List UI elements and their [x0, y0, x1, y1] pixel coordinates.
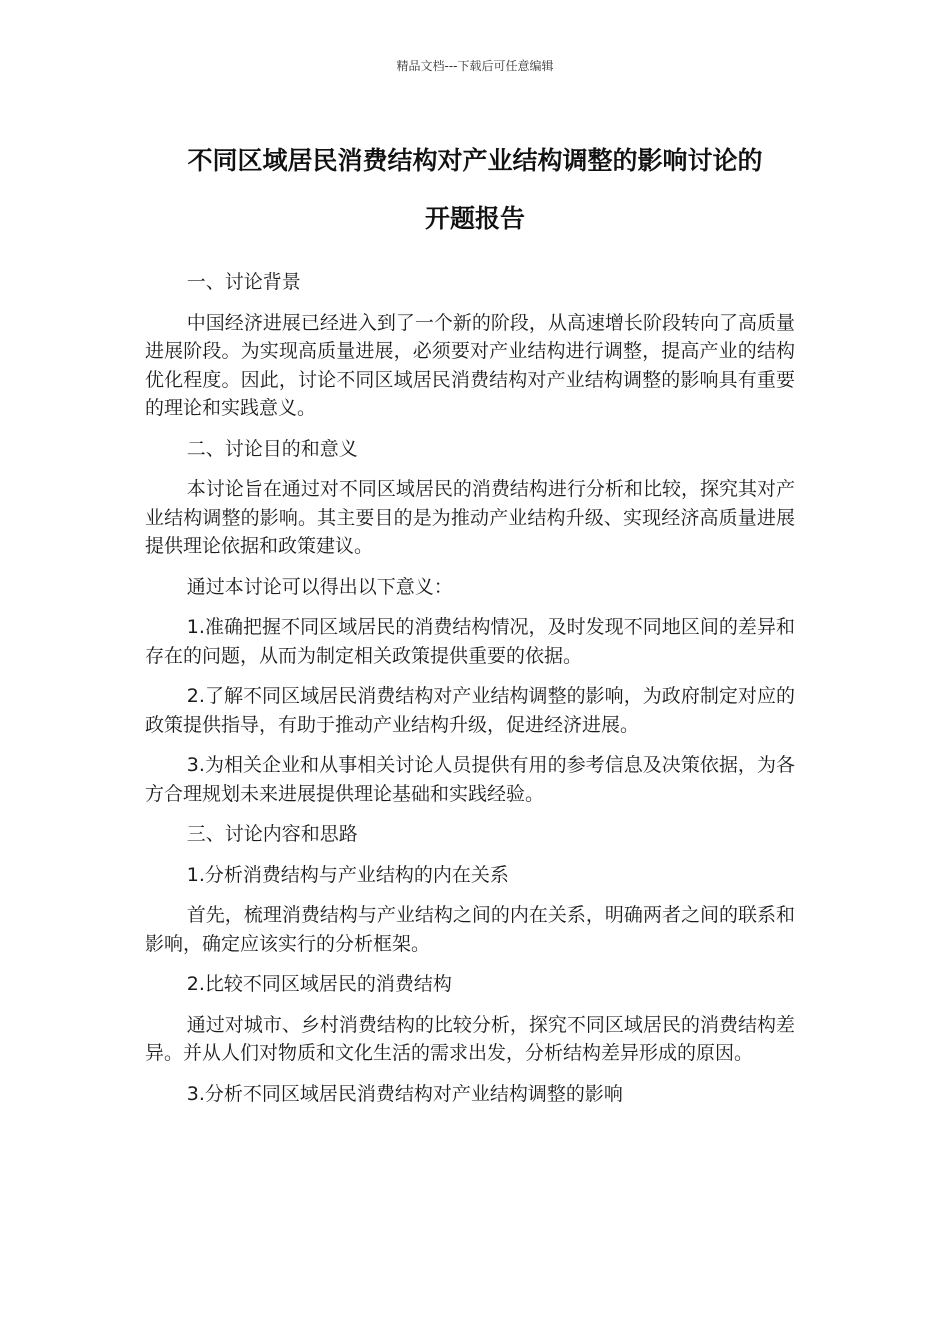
section-heading-background: 一、讨论背景 — [186, 271, 301, 293]
paragraph: 本讨论旨在通过对不同区域居民的消费结构进行分析和比较，探究其对产业结构调整的影响。其主要目的是为推动产业结构升级、实现经济高质量进展提供理论依据和政策建议。 — [145, 478, 795, 557]
subheading: 2.比较不同区域居民的消费结构 — [186, 973, 452, 995]
document-body — [145, 268, 795, 1120]
subheading: 1.分析消费结构与产业结构的内在关系 — [186, 863, 509, 886]
paragraph: 通过对城市、乡村消费结构的比较分析，探究不同区域居民的消费结构差异。并从人们对物质和文化生活的需求出发，分析结构差异形成的原因。 — [145, 1013, 795, 1064]
list-item: 3.为相关企业和从事相关讨论人员提供有用的参考信息及决策依据，为各方合理规划未来进展提供理论基础和实践经验。 — [145, 754, 795, 805]
header-note: 精品文档---下载后可任意编辑 — [396, 59, 554, 73]
title-line-2: 开题报告 — [424, 204, 525, 233]
title-line-1: 不同区域居民消费结构对产业结构调整的影响讨论的 — [187, 146, 763, 175]
list-item: 2.了解不同区域居民消费结构对产业结构调整的影响，为政府制定对应的政策提供指导，有助于推动产业结构升级，促进经济进展。 — [145, 685, 795, 736]
paragraph: 中国经济进展已经进入到了一个新的阶段，从高速增长阶段转向了高质量进展阶段。为实现高质量进展，必须要对产业结构进行调整，提高产业的结构优化程度。因此，讨论不同区域居民消费结构对产业结构调整的影响具有重要的理论和实践意义。 — [145, 311, 795, 419]
section-heading-content: 三、讨论内容和思路 — [186, 823, 358, 845]
document-title — [120, 132, 830, 248]
list-item: 1.准确把握不同区域居民的消费结构情况，及时发现不同地区间的差异和存在的问题，从而为制定相关政策提供重要的依据。 — [145, 616, 795, 667]
paragraph: 通过本讨论可以得出以下意义： — [186, 575, 453, 598]
subheading: 3.分析不同区域居民消费结构对产业结构调整的影响 — [186, 1082, 623, 1105]
paragraph: 首先，梳理消费结构与产业结构之间的内在关系，明确两者之间的联系和影响，确定应该实行的分析框架。 — [145, 904, 795, 955]
section-heading-purpose: 二、讨论目的和意义 — [186, 437, 358, 460]
